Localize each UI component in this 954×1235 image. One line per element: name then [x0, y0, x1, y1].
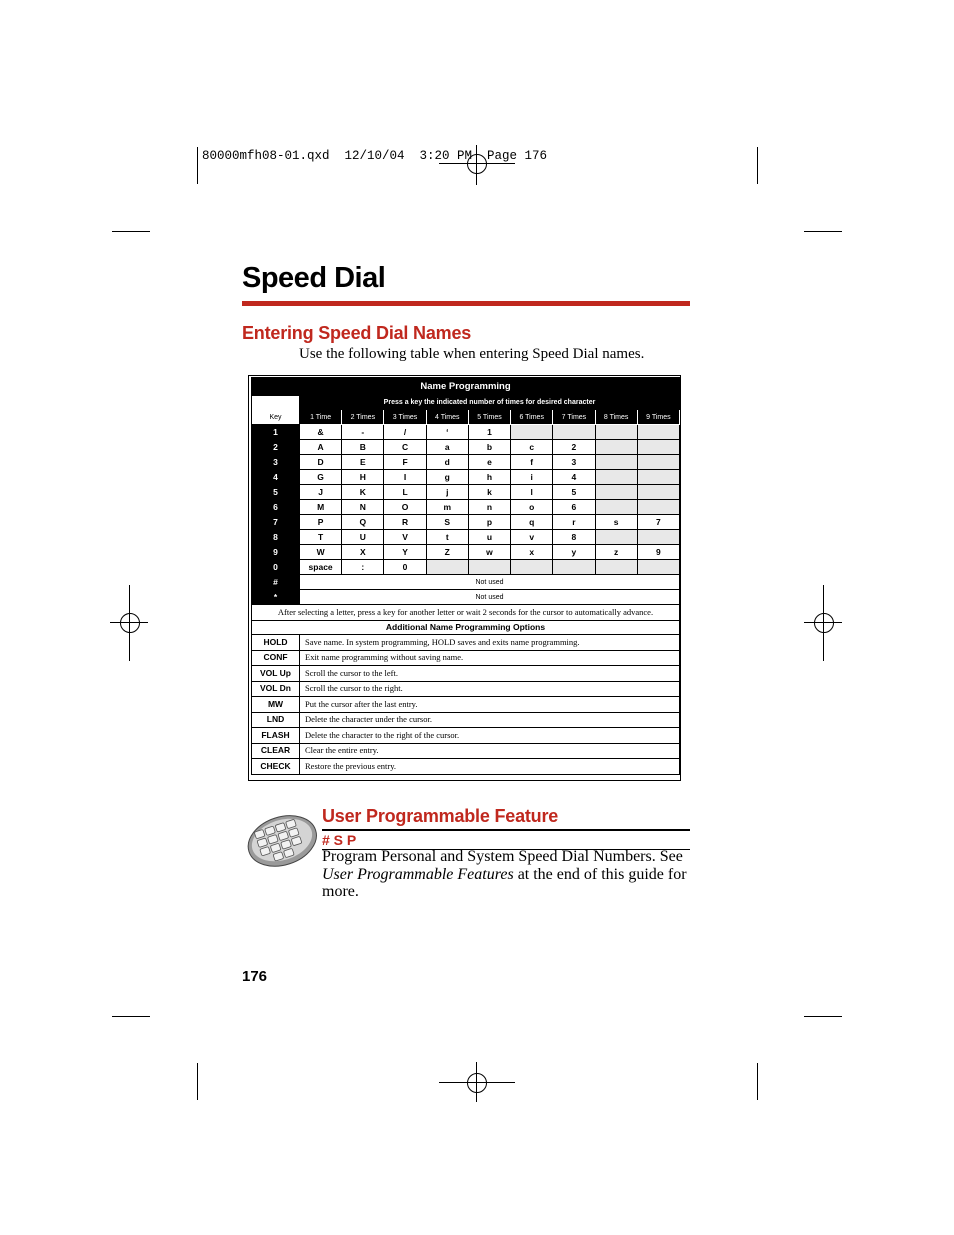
table-row	[252, 545, 680, 560]
table-row	[252, 455, 680, 470]
char-cell: N	[342, 500, 384, 515]
char-cell	[637, 455, 679, 470]
char-cell: d	[426, 455, 468, 470]
char-cell: Z	[426, 545, 468, 560]
option-description: Delete the character to the right of the cursor.	[300, 728, 680, 744]
char-cell	[511, 425, 553, 440]
char-cell: &	[300, 425, 342, 440]
char-cell: 5	[553, 485, 595, 500]
option-key: HOLD	[252, 635, 300, 651]
char-cell: y	[553, 545, 595, 560]
char-cell	[595, 470, 637, 485]
option-row	[252, 712, 680, 728]
char-cell	[468, 560, 510, 575]
times-header-row	[252, 410, 680, 425]
char-cell	[595, 500, 637, 515]
option-key: CLEAR	[252, 743, 300, 759]
table-note: After selecting a letter, press a key for another letter or wait 2 seconds for the cursor to automatically advance.	[252, 605, 680, 621]
key-cell: 9	[252, 545, 300, 560]
key-cell: 7	[252, 515, 300, 530]
option-description: Scroll the cursor to the left.	[300, 666, 680, 682]
option-key: LND	[252, 712, 300, 728]
intro-text: Use the following table when entering Speed Dial names.	[299, 346, 645, 362]
key-cell: 4	[252, 470, 300, 485]
char-cell: space	[300, 560, 342, 575]
table-row	[252, 560, 680, 575]
page-number: 176	[242, 968, 268, 985]
char-cell: s	[595, 515, 637, 530]
char-cell	[511, 560, 553, 575]
option-row	[252, 728, 680, 744]
key-cell: 0	[252, 560, 300, 575]
option-row	[252, 666, 680, 682]
char-cell: 9	[637, 545, 679, 560]
char-cell: I	[384, 470, 426, 485]
char-cell: i	[511, 470, 553, 485]
times-header: 5 Times	[468, 410, 510, 425]
table-row	[252, 440, 680, 455]
key-cell: 3	[252, 455, 300, 470]
table-row	[252, 500, 680, 515]
print-slug-line: 80000mfh08-01.qxd 12/10/04 3:20 PM Page 176	[202, 149, 548, 163]
char-cell: p	[468, 515, 510, 530]
char-cell: z	[595, 545, 637, 560]
feature-text-after: at the end of this guide for more.	[322, 865, 687, 900]
option-key: CHECK	[252, 759, 300, 775]
char-cell: f	[511, 455, 553, 470]
char-cell	[595, 485, 637, 500]
char-cell: e	[468, 455, 510, 470]
char-cell	[637, 500, 679, 515]
char-cell: U	[342, 530, 384, 545]
char-cell: 4	[553, 470, 595, 485]
feature-text-before: Program Personal and System Speed Dial Numbers. See	[322, 848, 683, 865]
char-cell: T	[300, 530, 342, 545]
times-header: 1 Time	[300, 410, 342, 425]
char-cell	[595, 560, 637, 575]
char-cell: 2	[553, 440, 595, 455]
char-cell: /	[384, 425, 426, 440]
char-cell: F	[384, 455, 426, 470]
key-cell: #	[252, 575, 300, 590]
char-cell: n	[468, 500, 510, 515]
not-used-cell: Not used	[300, 590, 680, 605]
feature-code: # S P	[322, 832, 357, 848]
table-subtitle-row	[252, 396, 680, 410]
table-row	[252, 470, 680, 485]
section-heading-user-programmable: User Programmable Feature	[322, 806, 559, 826]
keypad-icon	[244, 810, 320, 870]
char-cell: Y	[384, 545, 426, 560]
feature-description	[322, 848, 694, 901]
table-row	[252, 590, 680, 605]
char-cell: 1	[468, 425, 510, 440]
char-cell: K	[342, 485, 384, 500]
title-rule	[242, 301, 690, 306]
char-cell: B	[342, 440, 384, 455]
options-title: Additional Name Programming Options	[252, 621, 680, 635]
char-cell: S	[426, 515, 468, 530]
option-row	[252, 697, 680, 713]
char-cell	[553, 560, 595, 575]
key-cell: 6	[252, 500, 300, 515]
option-description: Put the cursor after the last entry.	[300, 697, 680, 713]
char-cell: u	[468, 530, 510, 545]
option-key: MW	[252, 697, 300, 713]
times-header: 7 Times	[553, 410, 595, 425]
char-cell	[637, 440, 679, 455]
not-used-cell: Not used	[300, 575, 680, 590]
char-cell: ‘	[426, 425, 468, 440]
char-cell: L	[384, 485, 426, 500]
option-description: Scroll the cursor to the right.	[300, 681, 680, 697]
char-cell: -	[342, 425, 384, 440]
char-cell: q	[511, 515, 553, 530]
char-cell	[595, 530, 637, 545]
char-cell	[595, 440, 637, 455]
table-row	[252, 530, 680, 545]
option-row	[252, 681, 680, 697]
times-header: 8 Times	[595, 410, 637, 425]
char-cell	[595, 455, 637, 470]
option-key: FLASH	[252, 728, 300, 744]
table-title-row	[252, 378, 680, 396]
times-header: 9 Times	[637, 410, 679, 425]
char-cell: J	[300, 485, 342, 500]
char-cell: 6	[553, 500, 595, 515]
option-key: VOL Up	[252, 666, 300, 682]
table-row	[252, 485, 680, 500]
char-cell: X	[342, 545, 384, 560]
option-description: Delete the character under the cursor.	[300, 712, 680, 728]
char-cell: D	[300, 455, 342, 470]
note-row	[252, 605, 680, 621]
char-cell	[637, 530, 679, 545]
char-cell: O	[384, 500, 426, 515]
table-title: Name Programming	[252, 378, 680, 396]
char-cell	[637, 425, 679, 440]
name-programming-table	[251, 377, 680, 775]
key-cell: *	[252, 590, 300, 605]
feature-text-reference: User Programmable Features	[322, 865, 514, 883]
char-cell: g	[426, 470, 468, 485]
table-row	[252, 515, 680, 530]
char-cell: 7	[637, 515, 679, 530]
char-cell: 8	[553, 530, 595, 545]
char-cell: R	[384, 515, 426, 530]
key-cell: 5	[252, 485, 300, 500]
char-cell: E	[342, 455, 384, 470]
char-cell: 0	[384, 560, 426, 575]
char-cell: P	[300, 515, 342, 530]
char-cell: h	[468, 470, 510, 485]
char-cell: o	[511, 500, 553, 515]
char-cell: H	[342, 470, 384, 485]
option-description: Exit name programming without saving name.	[300, 650, 680, 666]
table-subtitle: Press a key the indicated number of times for desired character	[300, 396, 680, 410]
times-header: 4 Times	[426, 410, 468, 425]
char-cell: l	[511, 485, 553, 500]
times-header: 6 Times	[511, 410, 553, 425]
char-cell: 3	[553, 455, 595, 470]
times-header: 2 Times	[342, 410, 384, 425]
char-cell	[637, 560, 679, 575]
char-cell: b	[468, 440, 510, 455]
section-heading-entering-names: Entering Speed Dial Names	[242, 323, 472, 343]
char-cell: x	[511, 545, 553, 560]
char-cell: c	[511, 440, 553, 455]
option-description: Save name. In system programming, HOLD saves and exits name programming.	[300, 635, 680, 651]
char-cell: G	[300, 470, 342, 485]
char-cell: w	[468, 545, 510, 560]
option-row	[252, 635, 680, 651]
option-row	[252, 759, 680, 775]
char-cell: Q	[342, 515, 384, 530]
char-cell	[553, 425, 595, 440]
table-row	[252, 425, 680, 440]
key-column-header: Key	[252, 396, 300, 425]
char-cell: M	[300, 500, 342, 515]
page-title: Speed Dial	[242, 262, 386, 294]
option-key: VOL Dn	[252, 681, 300, 697]
option-row	[252, 650, 680, 666]
char-cell: t	[426, 530, 468, 545]
char-cell	[426, 560, 468, 575]
char-cell	[637, 470, 679, 485]
char-cell	[595, 425, 637, 440]
key-cell: 2	[252, 440, 300, 455]
char-cell: :	[342, 560, 384, 575]
option-description: Restore the previous entry.	[300, 759, 680, 775]
char-cell: a	[426, 440, 468, 455]
key-cell: 8	[252, 530, 300, 545]
times-header: 3 Times	[384, 410, 426, 425]
char-cell: r	[553, 515, 595, 530]
char-cell: v	[511, 530, 553, 545]
char-cell: m	[426, 500, 468, 515]
char-cell: j	[426, 485, 468, 500]
key-cell: 1	[252, 425, 300, 440]
char-cell	[637, 485, 679, 500]
options-title-row	[252, 621, 680, 635]
option-description: Clear the entire entry.	[300, 743, 680, 759]
char-cell: C	[384, 440, 426, 455]
char-cell: A	[300, 440, 342, 455]
char-cell: k	[468, 485, 510, 500]
table-row	[252, 575, 680, 590]
feature-rule-top	[322, 829, 690, 831]
option-row	[252, 743, 680, 759]
char-cell: W	[300, 545, 342, 560]
char-cell: V	[384, 530, 426, 545]
option-key: CONF	[252, 650, 300, 666]
